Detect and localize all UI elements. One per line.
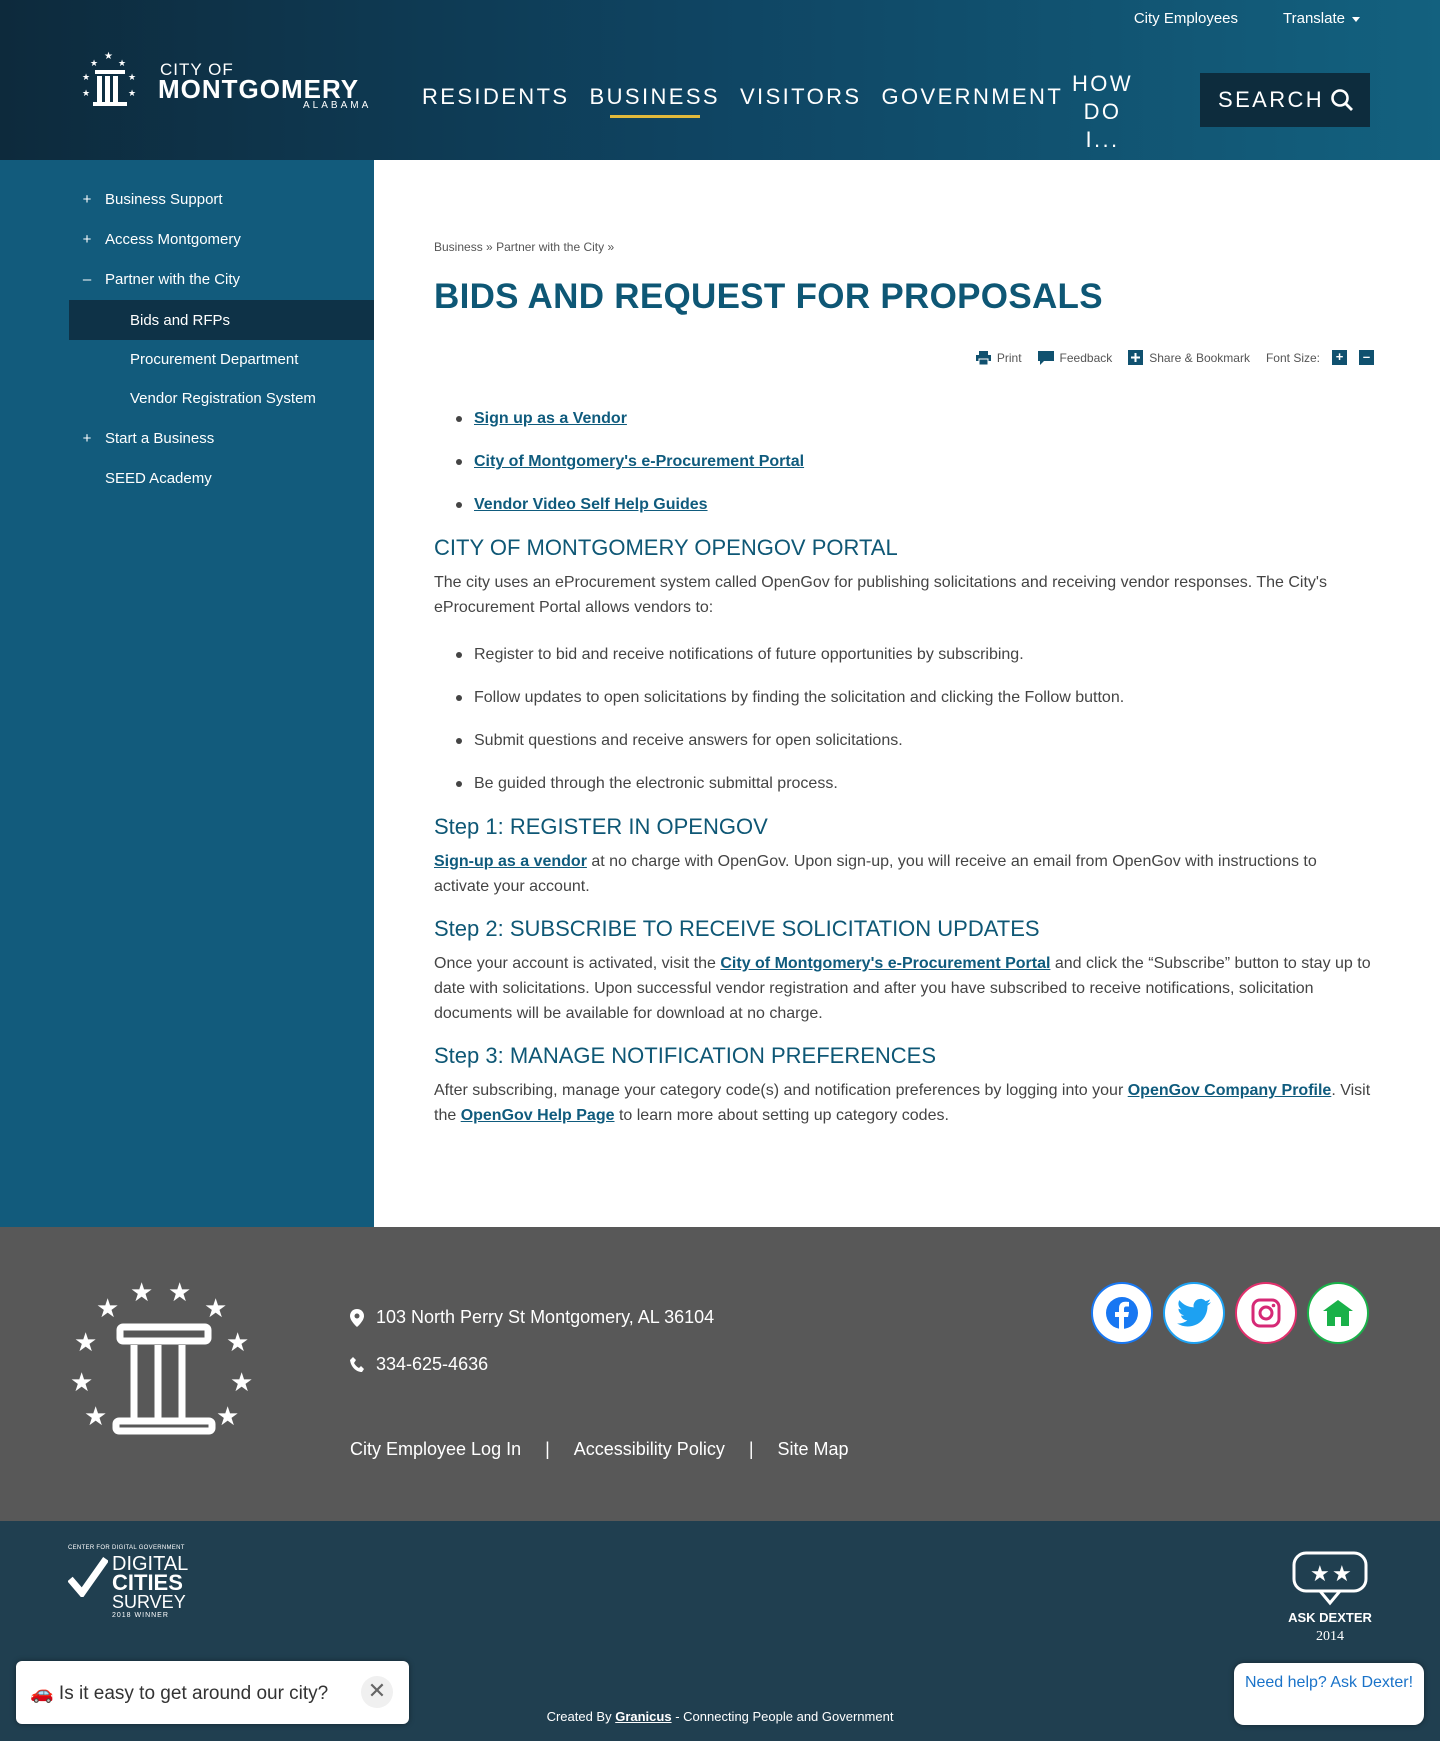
city-employees-link[interactable]: City Employees bbox=[1133, 10, 1239, 27]
dcs-survey: SURVEY bbox=[112, 1592, 186, 1612]
phone[interactable] bbox=[350, 1354, 488, 1375]
step1-text bbox=[434, 849, 1374, 899]
list-item: Follow updates to open solicitations by finding the solicitation and clicking the Follow button. bbox=[434, 685, 1374, 710]
facebook-link[interactable] bbox=[1091, 1282, 1153, 1344]
signup-vendor-inline-link[interactable]: Sign-up as a vendor bbox=[434, 853, 587, 870]
opengov-company-profile-link[interactable]: OpenGov Company Profile bbox=[1127, 1082, 1332, 1099]
svg-text:★: ★ bbox=[130, 1278, 154, 1308]
svg-text:★: ★ bbox=[84, 1402, 108, 1432]
print-label: Print bbox=[996, 350, 1022, 365]
nav-how-do-i[interactable] bbox=[1050, 70, 1155, 154]
sidebar-item-seed-academy[interactable] bbox=[69, 458, 374, 498]
accessibility-policy-link[interactable]: Accessibility Policy bbox=[573, 1439, 725, 1459]
tagline: - Connecting People and Government bbox=[671, 1709, 894, 1724]
font-size-controls bbox=[1266, 350, 1374, 365]
sidebar-item-label: Partner with the City bbox=[105, 270, 241, 288]
city-seal-icon bbox=[70, 1275, 260, 1445]
logo-alabama: ALABAMA bbox=[303, 100, 372, 111]
breadcrumb bbox=[434, 240, 614, 254]
main-nav bbox=[422, 84, 1083, 110]
twitter-icon bbox=[1177, 1298, 1211, 1328]
footer-links bbox=[350, 1439, 849, 1460]
sign-up-vendor-link[interactable]: Sign up as a Vendor bbox=[474, 410, 627, 427]
printer-icon bbox=[976, 351, 991, 365]
breadcrumb-separator: » bbox=[607, 240, 615, 254]
instagram-link[interactable] bbox=[1235, 1282, 1297, 1344]
footer-seal-logo[interactable] bbox=[70, 1275, 260, 1450]
phone-icon bbox=[350, 1357, 376, 1373]
created-by-text: Created By bbox=[546, 1709, 616, 1724]
sidebar-item-label: Business Support bbox=[105, 190, 223, 208]
nav-visitors[interactable]: VISITORS bbox=[739, 84, 862, 109]
nav-residents[interactable]: RESIDENTS bbox=[422, 84, 570, 109]
city-seal-icon bbox=[78, 48, 148, 114]
map-pin-icon bbox=[350, 1309, 376, 1327]
svg-text:★: ★ bbox=[1310, 1561, 1330, 1586]
logo-city-of: CITY OF bbox=[160, 60, 234, 79]
svg-text:★: ★ bbox=[230, 1368, 254, 1398]
share-label: Share & Bookmark bbox=[1149, 350, 1250, 365]
nav-government[interactable]: GOVERNMENT bbox=[881, 84, 1064, 109]
opengov-intro: The city uses an eProcurement system called OpenGov for publishing solicitations and receiving vendor responses. The City's eProcurement Portal allows vendors to: bbox=[434, 574, 1327, 616]
list-item bbox=[434, 449, 1374, 474]
svg-text:★: ★ bbox=[168, 1278, 192, 1308]
site-footer bbox=[0, 1227, 1440, 1521]
sidebar-nav bbox=[0, 160, 374, 1227]
step3-body-c: to learn more about setting up category codes. bbox=[614, 1107, 949, 1124]
page-title: BIDS AND REQUEST FOR PROPOSALS bbox=[434, 277, 1103, 316]
site-map-link[interactable]: Site Map bbox=[777, 1439, 849, 1459]
list-item: Register to bid and receive notifications of future opportunities by subscribing. bbox=[434, 642, 1374, 667]
sidebar-item-start-business[interactable] bbox=[69, 418, 374, 458]
font-decrease-button[interactable]: – bbox=[1359, 350, 1374, 365]
font-size-label: Font Size: bbox=[1265, 350, 1320, 365]
svg-text:★: ★ bbox=[128, 88, 137, 98]
svg-text:★: ★ bbox=[74, 1328, 98, 1358]
search-label: SEARCH bbox=[1218, 87, 1325, 112]
sidebar-item-label: SEED Academy bbox=[105, 469, 212, 487]
svg-text:★: ★ bbox=[90, 58, 99, 68]
speech-bubble-icon bbox=[1038, 351, 1054, 365]
expand-toggle[interactable]: + bbox=[82, 429, 92, 447]
dcs-digital: DIGITAL bbox=[112, 1553, 189, 1575]
breadcrumb-separator: » bbox=[486, 240, 493, 254]
sidebar-item-label: Start a Business bbox=[105, 429, 215, 447]
list-item bbox=[434, 406, 1374, 431]
step1-heading: Step 1: REGISTER IN OPENGOV bbox=[434, 814, 768, 839]
sidebar-item-label: Procurement Department bbox=[130, 350, 299, 368]
translate-dropdown[interactable]: Translate bbox=[1283, 10, 1360, 27]
site-header bbox=[0, 0, 1440, 160]
svg-text:★: ★ bbox=[216, 1402, 240, 1432]
article-body bbox=[434, 406, 1374, 1145]
dexter-year: 2014 bbox=[1316, 1629, 1344, 1644]
svg-text:★: ★ bbox=[226, 1328, 250, 1358]
utility-nav bbox=[1134, 10, 1360, 27]
nav-business[interactable]: BUSINESS bbox=[589, 84, 720, 109]
dcs-top: CENTER FOR DIGITAL GOVERNMENT bbox=[68, 1545, 185, 1551]
step2-body-b: and click the “Subscribe” button to stay up to date with solicitations. Upon successful vendor registration and after you have subscribed to receive notifications, solicitation documents will be available for download at no charge. bbox=[434, 955, 1371, 1022]
survey-popup[interactable] bbox=[16, 1661, 409, 1724]
nextdoor-link[interactable] bbox=[1307, 1282, 1369, 1344]
survey-question: 🚗 Is it easy to get around our city? bbox=[30, 1682, 329, 1704]
svg-text:★: ★ bbox=[204, 1294, 228, 1324]
section-heading-opengov: CITY OF MONTGOMERY OPENGOV PORTAL bbox=[434, 535, 898, 560]
expand-toggle[interactable]: + bbox=[82, 190, 92, 208]
plus-box-icon bbox=[1128, 350, 1143, 365]
step2-heading: Step 2: SUBSCRIBE TO RECEIVE SOLICITATION UPDATES bbox=[434, 916, 1040, 941]
granicus-link[interactable]: Granicus bbox=[615, 1709, 672, 1724]
twitter-link[interactable] bbox=[1163, 1282, 1225, 1344]
svg-text:★: ★ bbox=[104, 51, 113, 62]
instagram-icon bbox=[1251, 1298, 1281, 1328]
how-do-line2: I... bbox=[1085, 127, 1120, 152]
dcs-cities: CITIES bbox=[112, 1570, 183, 1595]
opengov-bullets bbox=[434, 642, 1374, 796]
sidebar-item-label: Access Montgomery bbox=[105, 230, 241, 248]
quick-links-list bbox=[434, 406, 1374, 517]
svg-text:★: ★ bbox=[70, 1368, 94, 1398]
svg-text:★: ★ bbox=[1332, 1561, 1352, 1586]
digital-cities-survey-badge bbox=[68, 1545, 198, 1619]
sidebar-item-business-support[interactable] bbox=[69, 179, 374, 219]
sidebar-item-procurement[interactable] bbox=[69, 339, 374, 379]
logo-montgomery: MONTGOMERY bbox=[158, 74, 360, 104]
eprocurement-portal-link[interactable]: City of Montgomery's e-Procurement Portal bbox=[474, 453, 805, 470]
ask-dexter-badge[interactable] bbox=[1285, 1549, 1375, 1649]
step2-body-a: Once your account is activated, visit the bbox=[434, 955, 721, 972]
sidebar-item-bids-rfps[interactable] bbox=[69, 300, 374, 340]
dexter-robot-icon bbox=[1290, 1549, 1370, 1609]
nextdoor-icon bbox=[1323, 1300, 1353, 1326]
step3-body-b: . Visit the bbox=[434, 1082, 1371, 1124]
eprocurement-inline-link[interactable]: City of Montgomery's e-Procurement Portal bbox=[720, 955, 1051, 972]
svg-text:★: ★ bbox=[82, 72, 91, 82]
breadcrumb-business[interactable]: Business bbox=[434, 240, 483, 254]
font-increase-button[interactable]: + bbox=[1332, 350, 1347, 365]
breadcrumb-partner[interactable]: Partner with the City bbox=[496, 240, 605, 254]
step1-body: at no charge with OpenGov. Upon sign-up, you will receive an email from OpenGov with instructions to activate your account. bbox=[434, 853, 1317, 895]
phone-text: 334-625-4636 bbox=[376, 1354, 489, 1374]
share-bookmark-button[interactable] bbox=[1128, 350, 1250, 365]
separator: | bbox=[748, 1439, 754, 1459]
sidebar-item-vendor-registration[interactable] bbox=[69, 378, 374, 418]
address-text: 103 North Perry St Montgomery, AL 36104 bbox=[376, 1307, 715, 1327]
list-item bbox=[434, 492, 1374, 517]
sidebar-item-access-montgomery[interactable] bbox=[69, 219, 374, 259]
city-logo[interactable] bbox=[78, 48, 383, 118]
list-item: Be guided through the electronic submittal process. bbox=[434, 771, 1374, 796]
ask-dexter-help-button[interactable]: Need help? Ask Dexter! bbox=[1234, 1663, 1424, 1725]
svg-text:★: ★ bbox=[128, 72, 137, 82]
employee-login-link[interactable]: City Employee Log In bbox=[350, 1439, 522, 1459]
list-item: Submit questions and receive answers for open solicitations. bbox=[434, 728, 1374, 753]
print-button[interactable] bbox=[976, 351, 1022, 365]
sidebar-item-partner-with-city[interactable] bbox=[69, 259, 374, 299]
feedback-button[interactable] bbox=[1038, 351, 1113, 365]
step3-text bbox=[434, 1078, 1374, 1128]
step2-text bbox=[434, 951, 1374, 1026]
address bbox=[350, 1307, 714, 1328]
svg-text:★: ★ bbox=[118, 58, 127, 68]
sidebar-item-label: Bids and RFPs bbox=[130, 311, 231, 329]
how-do-line1: HOW DO bbox=[1072, 71, 1133, 124]
dexter-label: ASK DEXTER bbox=[1288, 1610, 1372, 1625]
svg-text:★: ★ bbox=[82, 88, 91, 98]
svg-text:★: ★ bbox=[96, 1294, 120, 1324]
facebook-icon bbox=[1105, 1296, 1139, 1330]
dcs-winner: 2018 WINNER bbox=[112, 1612, 169, 1619]
feedback-label: Feedback bbox=[1059, 350, 1113, 365]
close-icon[interactable]: ✕ bbox=[361, 1676, 393, 1708]
separator: | bbox=[545, 1439, 550, 1459]
sidebar-item-label: Vendor Registration System bbox=[130, 389, 316, 407]
checkmark-icon bbox=[68, 1557, 108, 1597]
social-links bbox=[1091, 1282, 1369, 1344]
expand-toggle[interactable]: + bbox=[82, 230, 92, 248]
vendor-video-guides-link[interactable]: Vendor Video Self Help Guides bbox=[474, 496, 708, 513]
search-icon bbox=[1330, 88, 1354, 112]
collapse-toggle[interactable]: – bbox=[82, 270, 92, 288]
search-button[interactable] bbox=[1200, 73, 1370, 127]
page-tools bbox=[960, 350, 1374, 365]
opengov-help-page-link[interactable]: OpenGov Help Page bbox=[460, 1107, 615, 1124]
step3-heading: Step 3: MANAGE NOTIFICATION PREFERENCES bbox=[434, 1043, 937, 1068]
step3-body-a: After subscribing, manage your category code(s) and notification preferences by logging into your bbox=[434, 1082, 1128, 1099]
